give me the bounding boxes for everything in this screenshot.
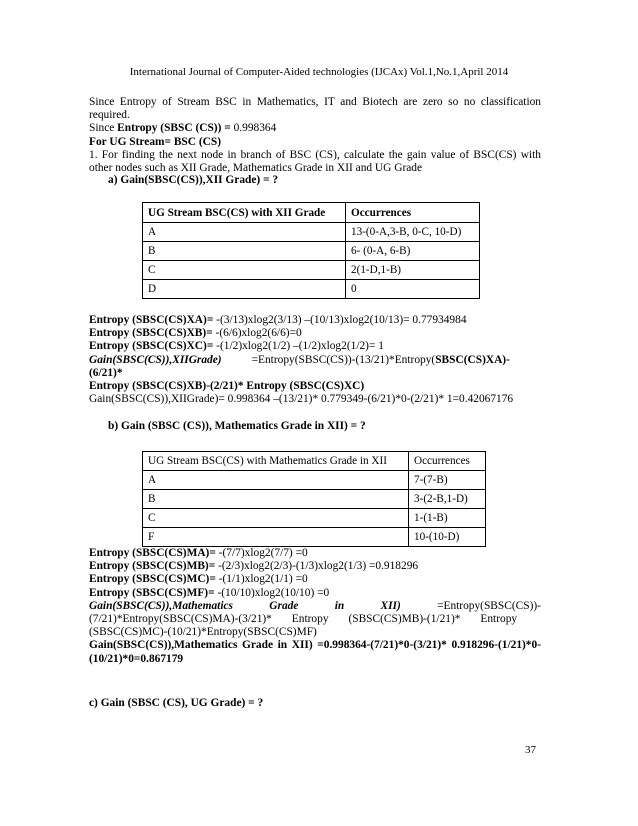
table-cell: 10-(10-D) — [409, 528, 486, 547]
page-number: 37 — [525, 744, 536, 756]
since-line — [89, 122, 541, 135]
entropy-xb — [89, 327, 541, 340]
intro-line-1: Since Entropy of Stream BSC in Mathematics, IT and Biotech are zero so no classification — [89, 96, 541, 108]
gain-math-formula — [89, 600, 541, 613]
table-cell: B — [143, 490, 409, 509]
table-cell: D — [143, 280, 346, 299]
entropy-expr: -(6/6)xlog2(6/6)=0 — [215, 327, 302, 340]
gain-label-part: Gain(SBSC(CS)),Mathematics — [89, 599, 233, 612]
table-cell: 0 — [346, 280, 480, 299]
table-header-cell: Occurrences — [346, 203, 480, 223]
gain-label-part: Grade — [269, 599, 299, 612]
table-header-row — [143, 452, 486, 471]
table-cell: 13-(0-A,3-B, 0-C, 10-D) — [346, 223, 480, 242]
table-cell: C — [143, 509, 409, 528]
para-line-2: other nodes such as XII Grade, Mathematics Grade in XII and UG Grade — [89, 162, 423, 175]
table-cell: 3-(2-B,1-D) — [409, 490, 486, 509]
section-a-title: a) Gain(SBSC(CS)),XII Grade) = ? — [108, 174, 279, 186]
gain-math-formula-line-2: (7/21)*Entropy(SBSC(CS)MA)-(3/21)* Entropy (SBSC(CS)MB)-(1/21)* Entropy — [89, 613, 518, 626]
table-row — [143, 280, 480, 299]
entropy-label: Entropy (SBSC(CS)MC)= — [89, 573, 219, 586]
journal-header: International Journal of Computer-Aided technologies (IJCAx) Vol.1,No.1,April 2014 — [129, 66, 509, 78]
table-row — [143, 261, 480, 280]
para-line-1: 1. For finding the next node in branch of BSC (CS), calculate the gain value of BSC(CS) with — [89, 148, 541, 161]
entropy-mc — [89, 573, 541, 586]
math-grade-table — [142, 451, 486, 547]
section-b-title: b) Gain (SBSC (CS)), Mathematics Grade in XII) = ? — [108, 420, 366, 432]
gain-label-part: in — [334, 599, 345, 612]
gain-expr-bold: SBSC(CS)XA)-(6/21)* — [89, 353, 510, 379]
gain-math-result-line-2: (10/21)*0=0.867179 — [89, 652, 184, 665]
table-cell: C — [143, 261, 346, 280]
table-cell: A — [143, 471, 409, 490]
table-header-row — [143, 203, 480, 223]
table-cell: 7-(7-B) — [409, 471, 486, 490]
entropy-mb — [89, 560, 541, 573]
table-cell: 2(1-D,1-B) — [346, 261, 480, 280]
gain-math-formula-line-3: (SBSC(CS)MC)-(10/21)*Entropy(SBSC(CS)MF) — [89, 626, 317, 639]
table-header-cell: Occurrences — [409, 452, 486, 471]
section-b-equations — [89, 547, 541, 666]
entropy-xc — [89, 340, 541, 353]
gain-label: Gain(SBSC(CS)),XIIGrade) — [89, 353, 222, 366]
entropy-expr: -(10/10)xlog2(10/10) =0 — [217, 586, 330, 599]
xii-grade-table — [142, 202, 480, 299]
entropy-label: Entropy (SBSC(CS)XA)= — [89, 314, 217, 326]
table-header-cell: UG Stream BSC(CS) with Mathematics Grade in XII — [143, 452, 409, 471]
gain-xii-result: Gain(SBSC(CS)),XIIGrade)= 0.998364 –(13/21)* 0.779349-(6/21)*0-(2/21)* 1=0.42067176 — [89, 393, 514, 406]
table-cell: F — [143, 528, 409, 547]
entropy-xa — [89, 314, 541, 327]
table-cell: 1-(1-B) — [409, 509, 486, 528]
table-row — [143, 223, 480, 242]
entropy-label: Entropy (SBSC(CS)MB)= — [89, 560, 219, 573]
intro-block — [89, 96, 541, 175]
since-value: 0.998364 — [233, 122, 277, 135]
table-row — [143, 509, 486, 528]
entropy-mf — [89, 587, 541, 600]
table-row — [143, 528, 486, 547]
entropy-label: Entropy (SBSC(CS)XC)= — [89, 340, 217, 353]
entropy-label: Entropy (SBSC(CS)MF)= — [89, 586, 218, 599]
gain-xii-formula-line-2: Entropy (SBSC(CS)XB)-(2/21)* Entropy (SBSC(CS)XC) — [89, 380, 365, 393]
gain-expr: =Entropy(SBSC(CS))-(13/21)*Entropy( — [251, 353, 436, 366]
section-c-title: c) Gain (SBSC (CS), UG Grade) = ? — [89, 697, 264, 709]
gain-xii-formula — [89, 354, 541, 380]
entropy-expr: -(7/7)xlog2(7/7) =0 — [218, 547, 308, 559]
entropy-expr: -(1/2)xlog2(1/2) –(1/2)xlog2(1/2)= 1 — [216, 340, 384, 353]
since-bold: Entropy (SBSC (CS)) = — [117, 122, 234, 135]
entropy-expr: -(3/13)xlog2(3/13) –(10/13)xlog2(10/13)= 0.77934984 — [216, 314, 467, 326]
table-row — [143, 471, 486, 490]
table-row — [143, 490, 486, 509]
entropy-expr: -(2/3)xlog2(2/3)-(1/3)xlog2(1/3) =0.918296 — [218, 560, 419, 573]
since-label: Since — [89, 122, 118, 135]
intro-line-2: required. — [89, 109, 130, 122]
table-header-cell: UG Stream BSC(CS) with XII Grade — [143, 203, 346, 223]
table-cell: B — [143, 242, 346, 261]
gain-label-part: XII) — [380, 599, 401, 612]
entropy-expr: -(1/1)xlog2(1/1) =0 — [218, 573, 308, 586]
entropy-ma — [89, 547, 541, 560]
table-cell: A — [143, 223, 346, 242]
gain-expr: =Entropy(SBSC(CS))- — [437, 599, 541, 612]
gain-math-result-line-1: Gain(SBSC(CS)),Mathematics Grade in XII) =0.998364-(7/21)*0-(3/21)* 0.918296-(1/21)*0- — [89, 639, 541, 652]
entropy-label: Entropy (SBSC(CS)XB)= — [89, 327, 216, 340]
ug-heading: For UG Stream= BSC (CS) — [89, 135, 221, 148]
table-cell: 6- (0-A, 6-B) — [346, 242, 480, 261]
table-row — [143, 242, 480, 261]
section-a-equations — [89, 314, 541, 406]
entropy-label: Entropy (SBSC(CS)MA)= — [89, 547, 219, 559]
